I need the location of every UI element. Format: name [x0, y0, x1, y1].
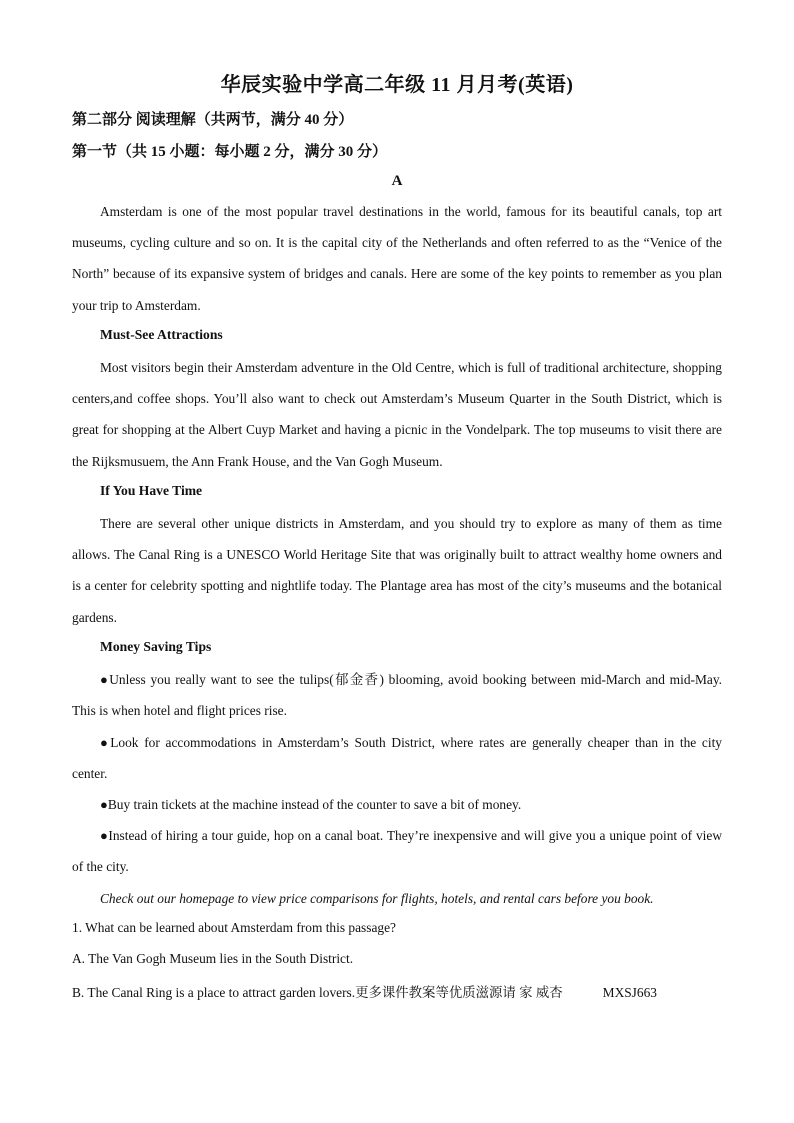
- passage-intro: Amsterdam is one of the most popular travel destinations in the world, famous for its beautiful canals, top art museums, cycling culture and so on. It is the capital city of the Netherlands and often referred to as the “Venice of the North” because of its expansive system of bridges and canals. Here are some of the key points to remember as you plan your trip to Amsterdam.: [72, 204, 722, 313]
- bullet-icon: ●: [100, 797, 108, 812]
- option-b-text: B. The Canal Ring is a place to attract garden lovers.更多课件教案等优质滋源请 家 威杏: [72, 985, 563, 1000]
- tip-text: Look for accommodations in Amsterdam’s South District, where rates are generally cheaper than in the city center.: [72, 735, 722, 782]
- tip-text: Buy train tickets at the machine instead of the counter to save a bit of money.: [107, 797, 522, 812]
- tip-item: [72, 820, 722, 882]
- question-stem: 1. What can be learned about Amsterdam from this passage?: [72, 920, 396, 935]
- tip-item: [72, 727, 722, 789]
- tip-text: Instead of hiring a tour guide, hop on a canal boat. They’re inexpensive and will give you a unique point of view of the city.: [72, 828, 722, 875]
- tip-item: [72, 664, 722, 726]
- tip-item: [72, 789, 722, 820]
- exam-title: 华辰实验中学高二年级 11 月月考(英语): [220, 74, 574, 96]
- if-time-paragraph: There are several other unique districts in Amsterdam, and you should try to explore as many of them as time allows. The Canal Ring is a UNESCO World Heritage Site that was originally built to attract wealthy home owners and is a center for celebrity spotting and nightlife today. The Plantage area has most of the city’s museums and the botanical gardens.: [72, 516, 722, 625]
- subheading-must-see: Must-See Attractions: [100, 327, 223, 342]
- tip-text: Unless you really want to see the tulips(郁金香) blooming, avoid booking between mid-March and mid-May. This is when hotel and flight prices rise.: [72, 672, 722, 719]
- question-option-b: [72, 982, 657, 1001]
- subheading-if-time: If You Have Time: [100, 483, 203, 498]
- passage-letter: A: [391, 173, 403, 189]
- must-see-paragraph: Most visitors begin their Amsterdam adventure in the Old Centre, which is full of traditional architecture, shopping centers,and coffee shops. You’ll also want to check out Amsterdam’s Museum Quarter in the South District, which is great for shopping at the Albert Cuyp Market and having a picnic in the Vondelpark. The top museums to visit there are the Rijksmusuem, the Ann Frank House, and the Van Gogh Museum.: [72, 360, 722, 469]
- section-heading: 第一节（共 15 小题：每小题 2 分，满分 30 分）: [72, 144, 388, 160]
- subheading-money-saving: Money Saving Tips: [100, 639, 212, 654]
- watermark-code: MXSJ663: [602, 985, 657, 1000]
- bullet-icon: ●: [100, 735, 111, 750]
- question-option-a: A. The Van Gogh Museum lies in the South District.: [72, 951, 354, 966]
- bullet-icon: ●: [100, 828, 109, 843]
- bullet-icon: ●: [100, 672, 110, 687]
- part-heading: 第二部分 阅读理解（共两节，满分 40 分）: [72, 112, 354, 128]
- closing-note: Check out our homepage to view price comparisons for flights, hotels, and rental cars before you book.: [100, 891, 654, 906]
